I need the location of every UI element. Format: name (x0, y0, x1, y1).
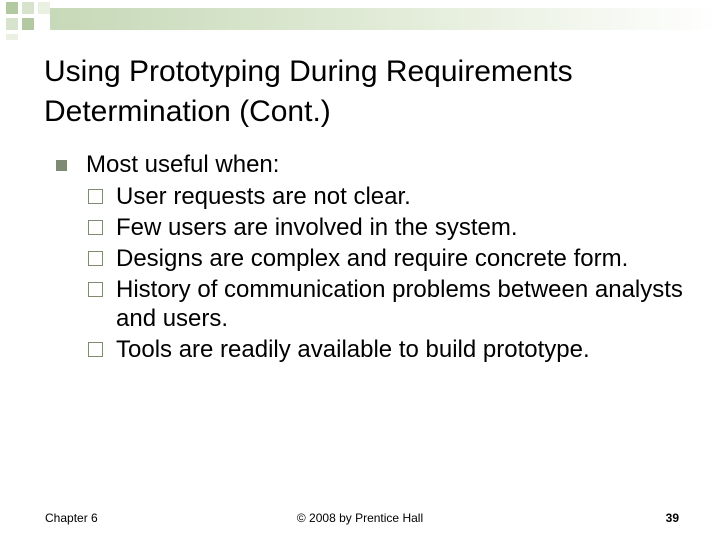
decor-square (6, 18, 18, 30)
decor-square (22, 2, 34, 14)
sub-bullet-text: User requests are not clear. (116, 183, 411, 210)
square-bullet-icon (56, 160, 67, 171)
checkbox-bullet-icon (88, 282, 103, 297)
footer-chapter: Chapter 6 (45, 511, 98, 525)
decor-square (22, 18, 34, 30)
sub-bullet-item (54, 335, 694, 364)
page-number: 39 (665, 511, 679, 525)
checkbox-bullet-icon (88, 220, 103, 235)
sub-bullet-item (54, 244, 694, 273)
main-bullet-item (54, 150, 694, 180)
sub-bullet-text: Designs are complex and require concrete form. (116, 245, 629, 272)
checkbox-bullet-icon (88, 189, 103, 204)
sub-bullet-text: Tools are readily available to build prototype. (116, 336, 590, 363)
main-bullet-text: Most useful when: (86, 151, 280, 178)
sub-bullet-item (54, 182, 694, 211)
slide-content (54, 150, 694, 364)
sub-bullet-text: History of communication problems between analysts and users. (116, 276, 683, 332)
header-decoration (0, 0, 720, 40)
sub-bullet-text: Few users are involved in the system. (116, 214, 518, 241)
checkbox-bullet-icon (88, 342, 103, 357)
decor-square (6, 2, 18, 14)
slide-title: Using Prototyping During Requirements Determination (Cont.) (44, 55, 573, 128)
decor-square (6, 34, 18, 40)
decor-square (38, 2, 50, 14)
footer-copyright: © 2008 by Prentice Hall (296, 511, 424, 525)
checkbox-bullet-icon (88, 251, 103, 266)
sub-bullet-item (54, 275, 694, 333)
sub-bullet-item (54, 213, 694, 242)
header-gradient-bar (50, 8, 720, 30)
